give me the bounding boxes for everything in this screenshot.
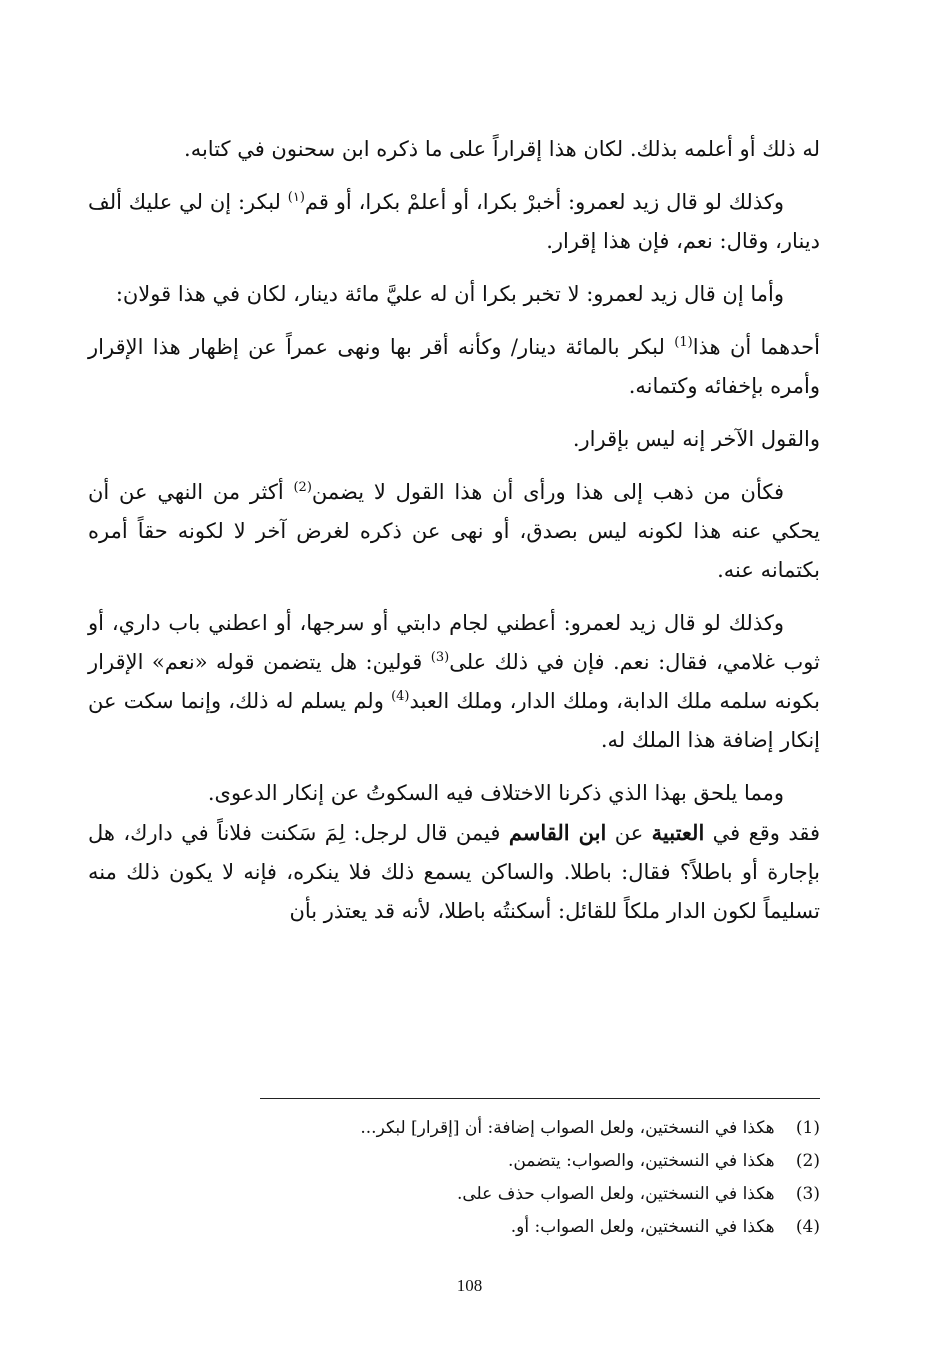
paragraph-8-text-a: فقد وقع في [712,821,821,845]
paragraph-8-text-c: فيمن قال لرجل: لِمَ سَكنت فلاناً في دارك، هل بإجارة أو باطلاً؟ فقال: باطلا. والساكن يسمع ذلك فلا ينكره، فإنه لا يكون ذلك منه تسليماً لكون الدار ملكاً للقائل: أسكنتُه باطلا، لأنه قد يعتذر بأن [88,821,820,923]
paragraph-2 [88,183,820,261]
paragraph-8-line: ومما يلحق بهذا الذي ذكرنا الاختلاف فيه السكوتُ عن إنكار الدعوى. [207,781,784,805]
paragraph-3 [88,275,820,314]
footnote-ref-2: (2) [293,480,312,495]
footnote-number: (3) [795,1184,820,1204]
footnote-1 [260,1112,820,1145]
footnote-text: هكذا في النسختين، ولعل الصواب: أو. [510,1217,775,1237]
footnote-number: (1) [795,1118,820,1138]
paragraph-5-text: والقول الآخر إنه ليس بإقرار. [572,427,820,451]
footnote-4 [260,1211,820,1244]
paragraph-4 [88,328,820,406]
footnote-ref-4: (4) [391,689,410,704]
footnote-ref-1a: (١) [287,190,305,205]
paragraph-5 [88,420,820,459]
book-title-utbiyya: العتبية [651,820,705,845]
footnote-text: هكذا في النسختين، ولعل الصواب إضافة: أن [إقرار] لبكر... [360,1118,775,1138]
footnote-ref-1b: (1) [674,335,693,350]
paragraph-7 [88,604,820,760]
page-body [88,130,820,945]
paragraph-7-text-b: قولين: هل يتضمن قوله «نعم» الإقرار بكونه سلمه ملك الدابة، وملك الدار، وملك العبد [88,650,820,713]
paragraph-6-text-a: فكأن من ذهب إلى هذا ورأى أن هذا القول لا يضمن [311,480,784,504]
paragraph-7-text-c: ولم يسلم له ذلك، وإنما سكت عن إنكار إضافة هذا الملك له. [88,689,820,752]
paragraph-1-text: له ذلك أو أعلمه بذلك. لكان هذا إقراراً على ما ذكره ابن سحنون في كتابه. [184,137,820,161]
paragraph-6-text-b: أكثر من النهي عن أن يحكي عنه هذا لكونه ليس بصدق، أو نهى عن ذكره لغرض آخر لا لكونه حقاً أمره بكتمانه عنه. [88,480,820,582]
footnote-text: هكذا في النسختين، والصواب: يتضمن. [507,1151,775,1171]
paragraph-4-text-a: أحدهما أن هذا [692,335,820,359]
footnote-2 [260,1145,820,1178]
paragraph-8-text-mid: عن [614,821,644,845]
paragraph-6 [88,473,820,590]
scholar-name-ibn-alqasim: ابن القاسم [508,820,607,845]
paragraph-3-text: وأما إن قال زيد لعمرو: لا تخبر بكرا أن له عليَّ مائة دينار، لكان في هذا قولان: [115,282,784,306]
paragraph-2-text-a: وكذلك لو قال زيد لعمرو: أخبرْ بكرا، أو أعلمْ بكرا، أو قم [304,190,784,214]
footnote-ref-3: (3) [430,650,450,665]
footnote-number: (2) [795,1151,820,1171]
paragraph-1 [88,130,820,169]
paragraph-8-heading [88,774,820,813]
footnotes [260,1112,820,1244]
page-number: 108 [456,1276,483,1295]
paragraph-7-text-a: وكذلك لو قال زيد لعمرو: أعطني لجام دابتي أو سرجها، أو اعطني باب داري، أو ثوب غلامي، فقال: نعم. فإن في ذلك على [88,611,820,674]
footnote-text: هكذا في النسختين، ولعل الصواب حذف على. [456,1184,775,1204]
paragraph-8 [88,813,820,931]
paragraph-2-text-b: لبكر: إن لي عليك ألف دينار، وقال: نعم، فإن هذا إقرار. [88,190,820,253]
footnote-divider [260,1098,820,1099]
paragraph-4-text-b: لبكر بالمائة دينار/ وكأنه أقر بها ونهى عمراً عن إظهار هذا الإقرار وأمره بإخفائه وكتمانه. [88,335,820,398]
footnote-3 [260,1178,820,1211]
footnote-number: (4) [795,1217,820,1237]
